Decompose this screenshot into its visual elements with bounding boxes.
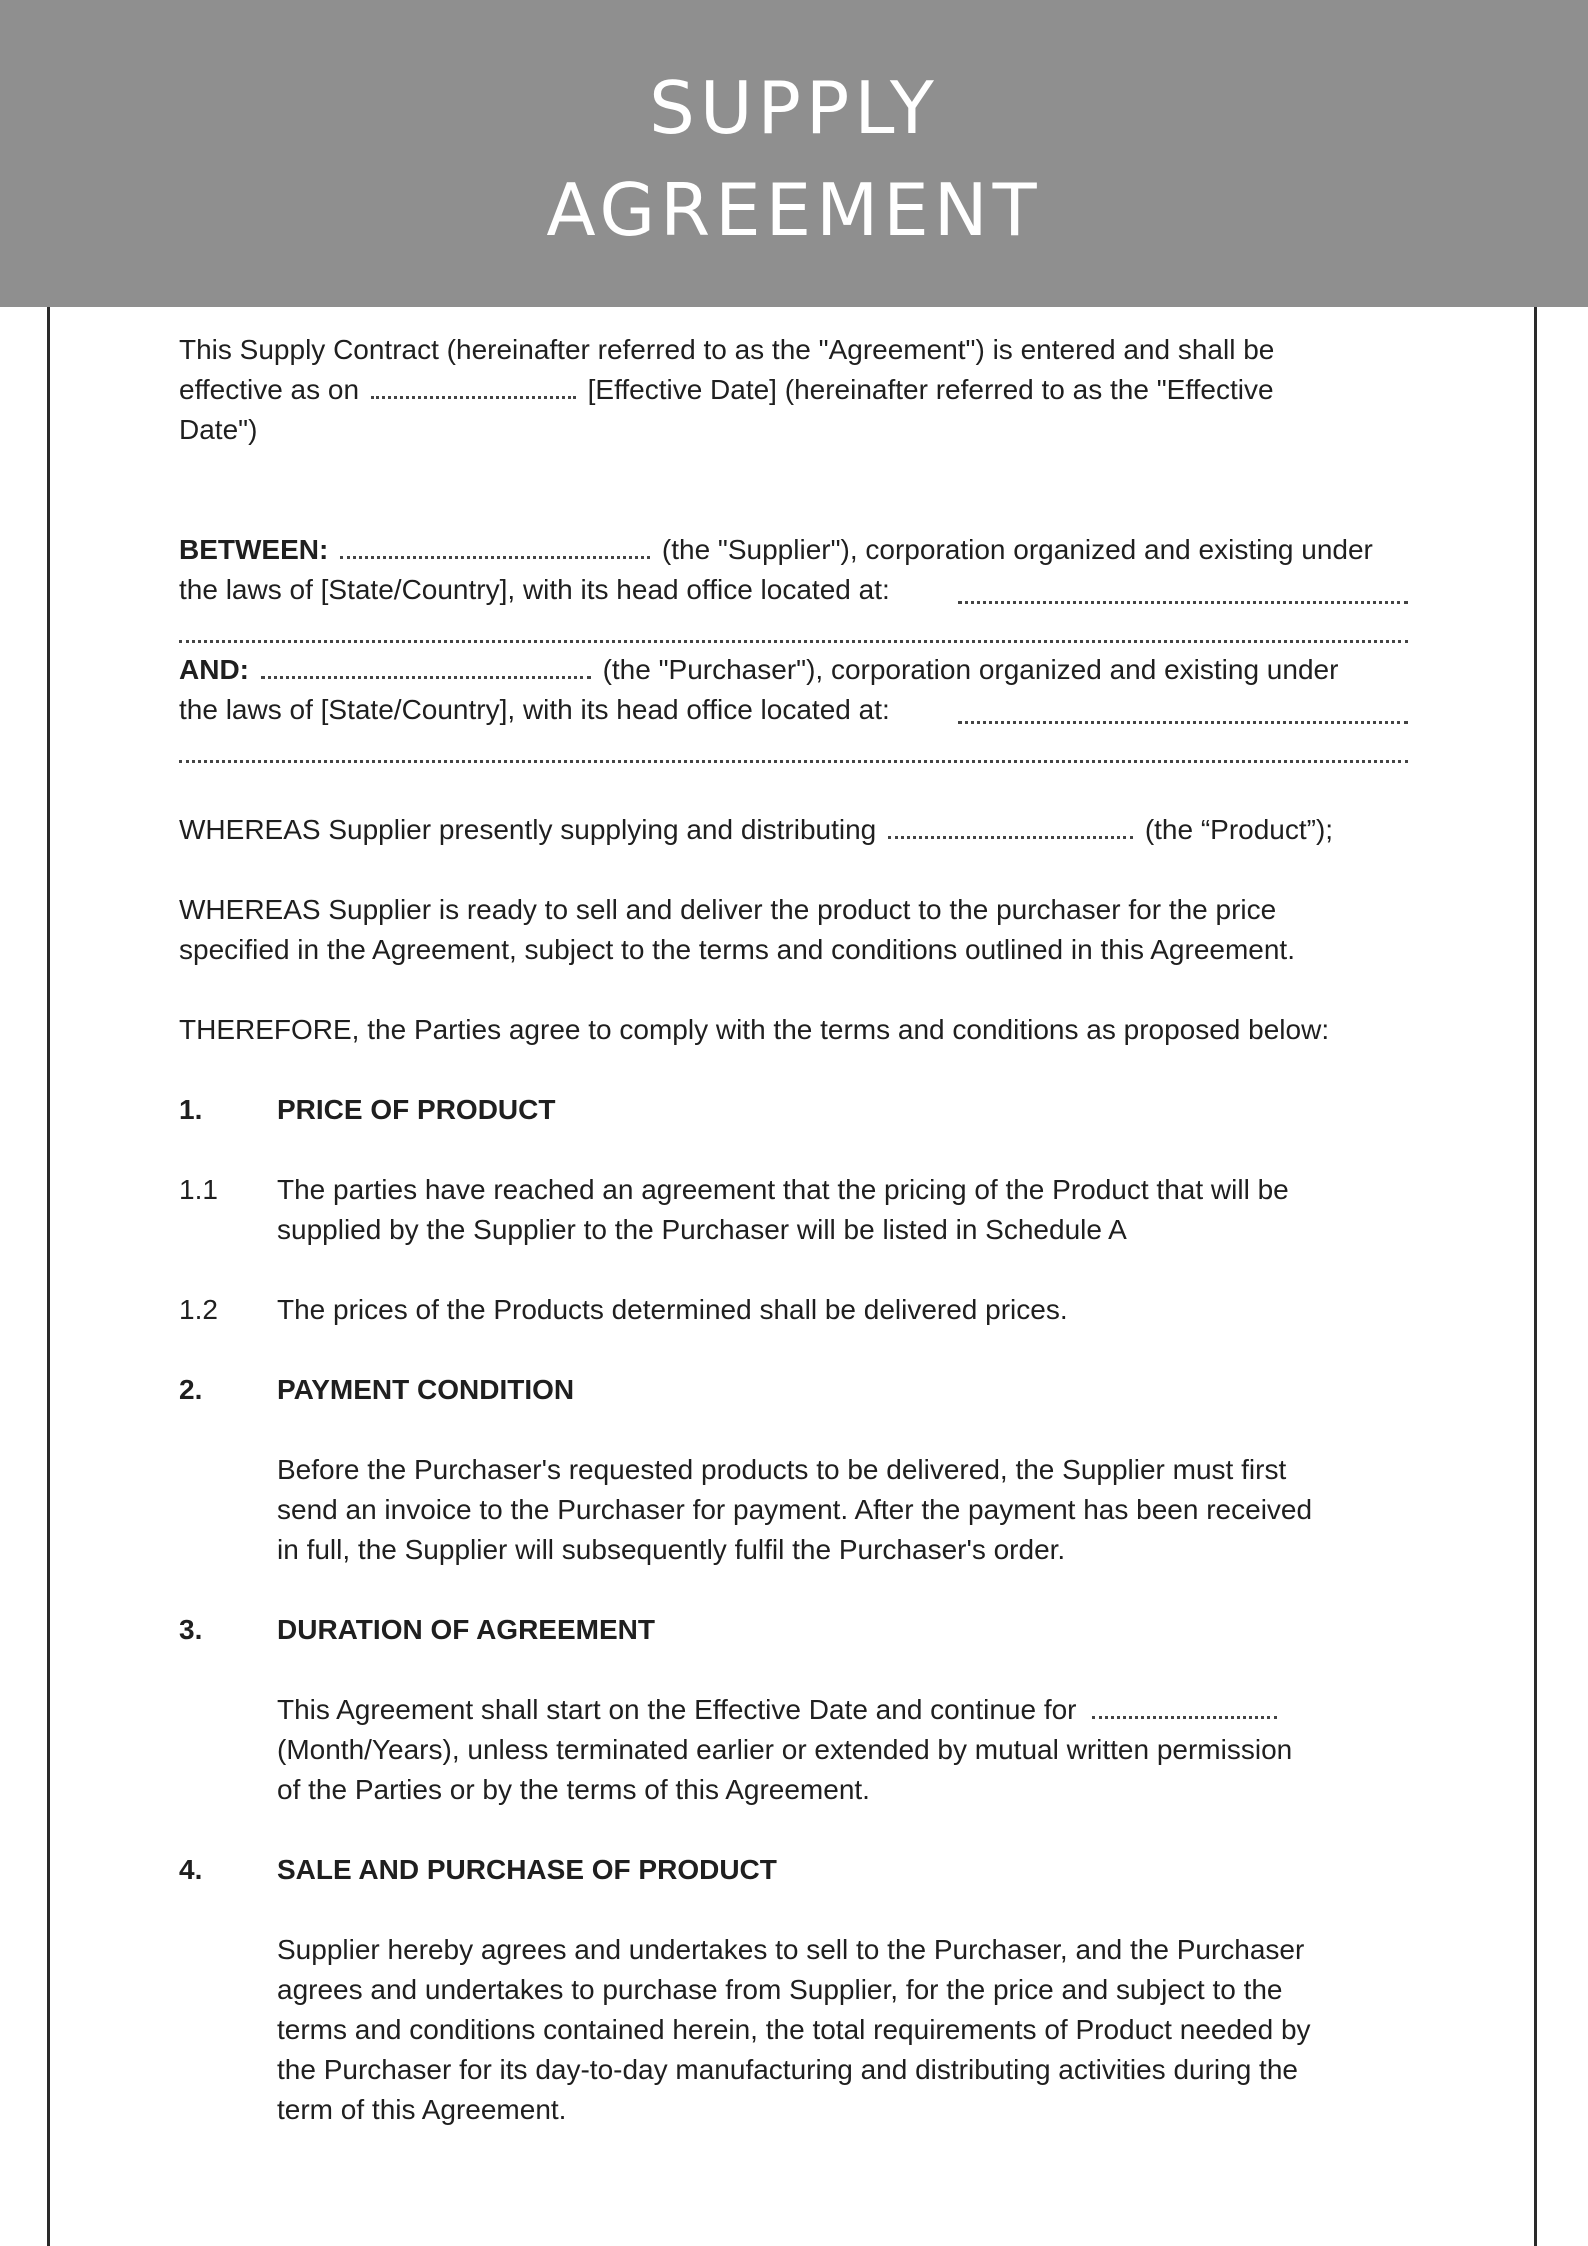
intro-line-2-end: [Effective Date] (hereinafter referred to as the "Effective [587,374,1274,405]
document-title-line-1: SUPPLY [649,66,939,150]
section-2-line-3: in full, the Supplier will subsequently fulfil the Purchaser's order. [277,1534,1066,1565]
document-title-line-2: AGREEMENT [546,168,1042,252]
intro-line-1: This Supply Contract (hereinafter referred to as the "Agreement") is entered and shall be [179,334,1275,365]
whereas-2-line-2: specified in the Agreement, subject to the terms and conditions outlined in this Agreement. [179,934,1295,965]
therefore-clause: THEREFORE, the Parties agree to comply with the terms and conditions as proposed below: [179,1014,1330,1045]
between-line-1 [179,530,1373,570]
clause-1-2-text: The prices of the Products determined shall be delivered prices. [277,1294,1068,1325]
section-2-line-2: send an invoice to the Purchaser for payment. After the payment has been received [277,1494,1313,1525]
whereas-1-start: WHEREAS Supplier presently supplying and distributing [179,814,877,845]
section-3-line-1-text: This Agreement shall start on the Effective Date and continue for [277,1694,1077,1725]
effective-date-blank [371,396,576,399]
and-text: (the "Purchaser"), corporation organized and existing under [602,654,1339,685]
clause-1-1-number: 1.1 [179,1174,218,1205]
purchaser-address-blank-2 [179,760,1408,763]
section-4-line-1: Supplier hereby agrees and undertakes to sell to the Purchaser, and the Purchaser [277,1934,1305,1965]
between-line-2: the laws of [State/Country], with its head office located at: [179,574,890,605]
purchaser-address-blank-1 [958,721,1408,724]
between-text: (the "Supplier"), corporation organized and existing under [661,534,1373,565]
whereas-1-end: (the “Product”); [1144,814,1334,845]
header-banner [0,0,1588,307]
whereas-2-line-1: WHEREAS Supplier is ready to sell and deliver the product to the purchaser for the price [179,894,1277,925]
page-border-right [1534,307,1537,2246]
whereas-1 [179,810,1333,850]
section-4-line-4: the Purchaser for its day-to-day manufacturing and distributing activities during the [277,2054,1298,2085]
page-border-left [47,307,50,2246]
clause-1-2-number: 1.2 [179,1294,218,1325]
intro-line-3: Date") [179,414,258,445]
duration-blank [1092,1716,1277,1719]
supplier-name-blank [340,556,650,559]
supplier-address-blank-1 [958,601,1408,604]
section-4-number: 4. [179,1854,203,1885]
intro-line-2-start: effective as on [179,374,360,405]
and-label: AND: [179,654,249,685]
section-4-line-2: agrees and undertakes to purchase from Supplier, for the price and subject to the [277,1974,1283,2005]
section-2-line-1: Before the Purchaser's requested products to be delivered, the Supplier must first [277,1454,1287,1485]
section-3-line-3: of the Parties or by the terms of this Agreement. [277,1774,870,1805]
section-3-number: 3. [179,1614,203,1645]
section-1-title: PRICE OF PRODUCT [277,1094,556,1125]
section-2-number: 2. [179,1374,203,1405]
purchaser-name-blank [261,676,591,679]
clause-1-1-line-1: The parties have reached an agreement that the pricing of the Product that will be [277,1174,1289,1205]
section-4-line-3: terms and conditions contained herein, the total requirements of Product needed by [277,2014,1311,2045]
section-4-line-5: term of this Agreement. [277,2094,567,2125]
product-blank [888,836,1133,839]
section-3-line-2: (Month/Years), unless terminated earlier or extended by mutual written permission [277,1734,1293,1765]
and-line-1 [179,650,1338,690]
section-3-line-1 [277,1690,1277,1730]
between-label: BETWEEN: [179,534,329,565]
and-line-2: the laws of [State/Country], with its head office located at: [179,694,890,725]
intro-line-2 [179,370,1274,410]
clause-1-1-line-2: supplied by the Supplier to the Purchaser will be listed in Schedule A [277,1214,1127,1245]
section-4-title: SALE AND PURCHASE OF PRODUCT [277,1854,777,1885]
section-3-title: DURATION OF AGREEMENT [277,1614,655,1645]
section-2-title: PAYMENT CONDITION [277,1374,575,1405]
supplier-address-blank-2 [179,640,1408,643]
section-1-number: 1. [179,1094,203,1125]
